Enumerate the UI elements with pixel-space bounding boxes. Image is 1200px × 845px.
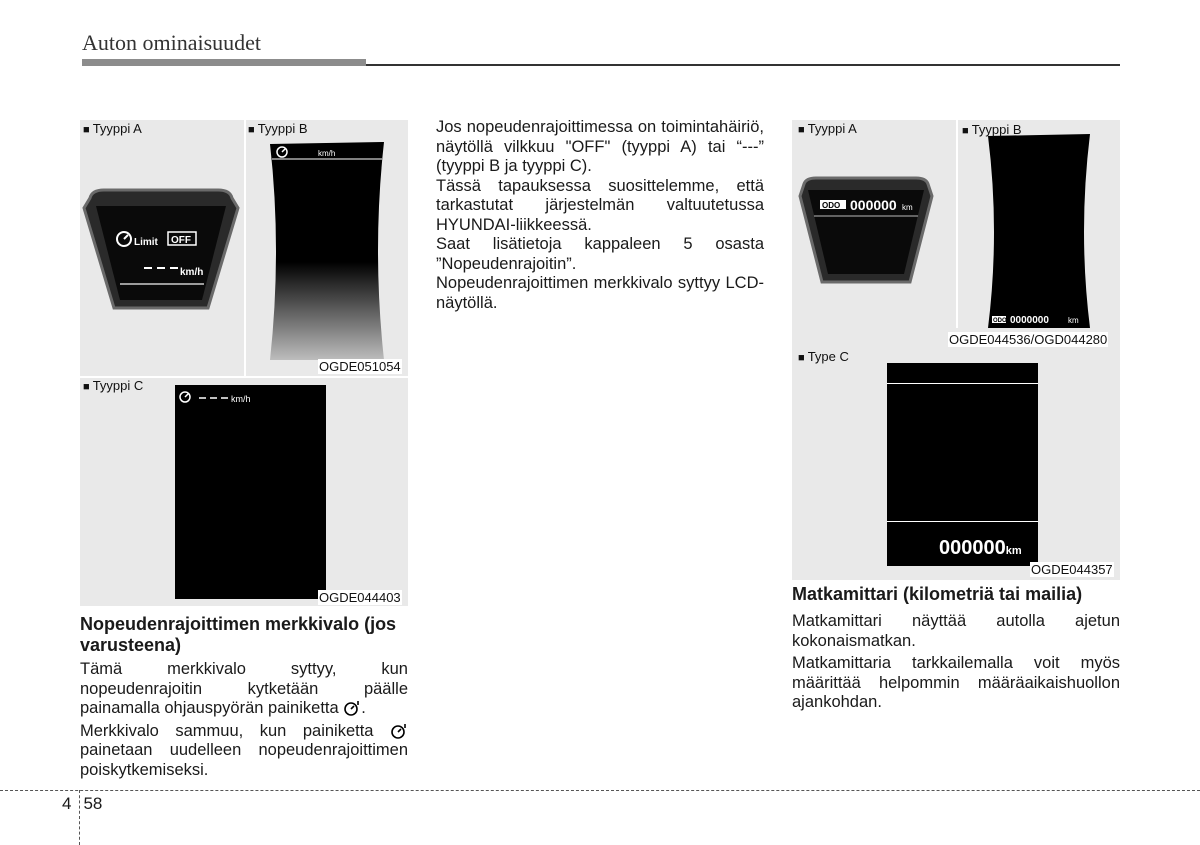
svg-text:km/h: km/h [231,394,251,404]
odometer-body [792,612,1120,713]
figure-divider-vertical [244,120,246,378]
unit-text: km/h [180,267,204,278]
paragraph-2-end: painetaan uudelleen nopeudenrajoittimen poiskytkemiseksi. [80,741,408,779]
speed-limiter-icon [390,723,408,739]
odometer-display-type-b [984,132,1094,330]
speed-limiter-body [80,660,408,780]
type-b-label: ■ Tyyppi B [962,122,1022,137]
svg-text:ODO: ODO [993,318,1007,324]
type-c-label: ■ Type C [798,349,849,364]
figure-code: OGDE044403 [319,590,401,605]
odometer-display-type-a [798,176,934,286]
cluster-display-type-b [268,140,386,362]
right-figure [792,120,1120,580]
recommendation-paragraph: Tässä tapauksessa suosittelemme, että tarkastutat järjestelmän valtuutetussa HYUNDAI-liikkeessä. [436,176,764,234]
section-title: Auton ominaisuudet [82,30,262,55]
type-b-label: ■ Tyyppi B [248,121,308,136]
off-text: OFF [171,235,191,246]
odometer-display-type-c [887,363,1038,566]
odometer-value: 000000 [939,537,1006,559]
type-a-label: ■ Tyyppi A [798,121,857,136]
figure-code: OGDE044536/OGD044280 [949,332,1108,347]
type-c-label: ■ Tyyppi C [83,378,143,393]
left-figure [80,120,408,606]
limit-text: Limit [134,237,158,248]
speed-limiter-icon [343,700,361,716]
odometer-heading: Matkamittari (kilometriä tai mailia) [792,584,1083,604]
figure-code: OGDE044357 [1031,562,1113,577]
svg-text:000000: 000000 [850,197,897,213]
page-index: 58 [83,794,103,813]
speed-limiter-heading: Nopeudenrajoittimen merkkivalo (jos varusteena) [80,614,397,655]
svg-text:km: km [902,203,913,212]
chapter-number: 4 [62,794,72,813]
figure-divider-vertical [956,120,958,328]
svg-text:km: km [1068,316,1079,325]
type-a-label: ■ Tyyppi A [83,121,142,136]
odometer-paragraph-2: Matkamittaria tarkkailemalla voit myös määrittää helpommin määräaikaishuollon ajankohdan. [792,654,1120,711]
page-number [62,794,102,814]
middle-column [436,118,764,313]
svg-text:km/h: km/h [318,149,336,158]
malfunction-paragraph: Jos nopeudenrajoittimessa on toimintahäiriö, näytöllä vilkkuu "OFF" (tyyppi A) tai “---” (tyyppi B ja tyyppi C). [436,118,764,175]
footer-rule [0,790,1200,791]
cluster-display-type-a [82,188,240,314]
odometer-unit: km [1005,545,1022,557]
header-bar [82,59,366,66]
svg-text:0000000: 0000000 [1010,315,1049,326]
header-rule [366,64,1120,66]
paragraph-1: Tämä merkkivalo syttyy, kun nopeudenrajoitin kytketään päälle painamalla ohjauspyörän painiketta [80,660,408,717]
svg-text:ODO: ODO [822,201,841,210]
odometer-paragraph-1: Matkamittari näyttää autolla ajetun kokonaismatkan. [792,612,1120,650]
paragraph-2-start: Merkkivalo sammuu, kun painiketta [80,721,374,740]
paragraph-1-end: . [361,699,366,717]
indicator-paragraph: Nopeudenrajoittimen merkkivalo syttyy LCD-näytöllä. [436,274,764,312]
reference-paragraph: Saat lisätietoja kappaleen 5 osasta ”Nopeudenrajoitin”. [436,235,764,273]
cluster-display-type-c [175,385,326,599]
figure-code: OGDE051054 [319,359,401,374]
